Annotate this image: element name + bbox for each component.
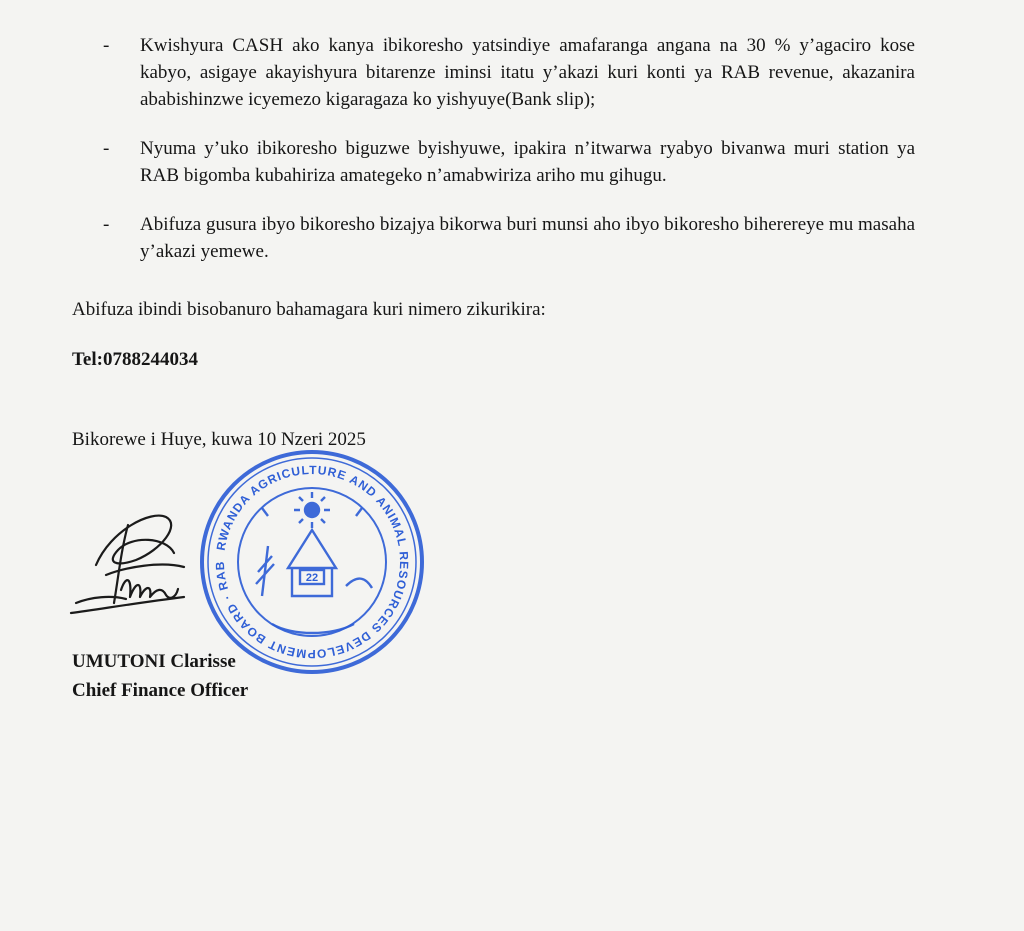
bullet-text: Abifuza gusura ibyo bikoresho bizajya bikorwa buri munsi aho ibyo bikoresho biherereye mu masaha y’akazi yemewe. — [140, 214, 915, 262]
bullet-dash: - — [103, 35, 110, 56]
list-item — [95, 135, 915, 189]
contact-info-line: Abifuza ibindi bisobanuro bahamagara kuri nimero zikurikira: — [72, 299, 546, 320]
handwritten-signature — [66, 505, 196, 625]
list-item — [95, 211, 915, 265]
place-and-date: Bikorewe i Huye, kuwa 10 Nzeri 2025 — [72, 429, 366, 450]
bullet-dash: - — [103, 214, 110, 235]
bullet-dash: - — [103, 138, 110, 159]
signatory-title: Chief Finance Officer — [72, 680, 249, 701]
official-seal — [196, 446, 428, 678]
conditions-list — [95, 32, 915, 287]
telephone-number: Tel:0788244034 — [72, 349, 198, 370]
list-item — [95, 32, 915, 113]
svg-text:22: 22 — [305, 572, 319, 584]
bullet-text: Kwishyura CASH ako kanya ibikoresho yatsindiye amafaranga angana na 30 % y’agaciro kose kabyo, asigaye akayishyura bitarenze iminsi itatu y’akazi kuri konti ya RAB revenue, akazanira ababishinzwe icyemezo kigaragaza ko yishyuye(Bank slip); — [140, 35, 915, 110]
svg-text:RWANDA AGRICULTURE AND ANIMAL: RWANDA AGRICULTURE AND ANIMAL RESOURCES DEVELOPMENT BOARD · RAB — [212, 462, 412, 662]
signatory-name: UMUTONI Clarisse — [72, 651, 236, 672]
bullet-text: Nyuma y’uko ibikoresho biguzwe byishyuwe, ipakira n’itwarwa ryabyo bivanwa muri station ya RAB bigomba kubahiriza amategeko n’amabwiriza ariho mu gihugu. — [140, 138, 915, 186]
